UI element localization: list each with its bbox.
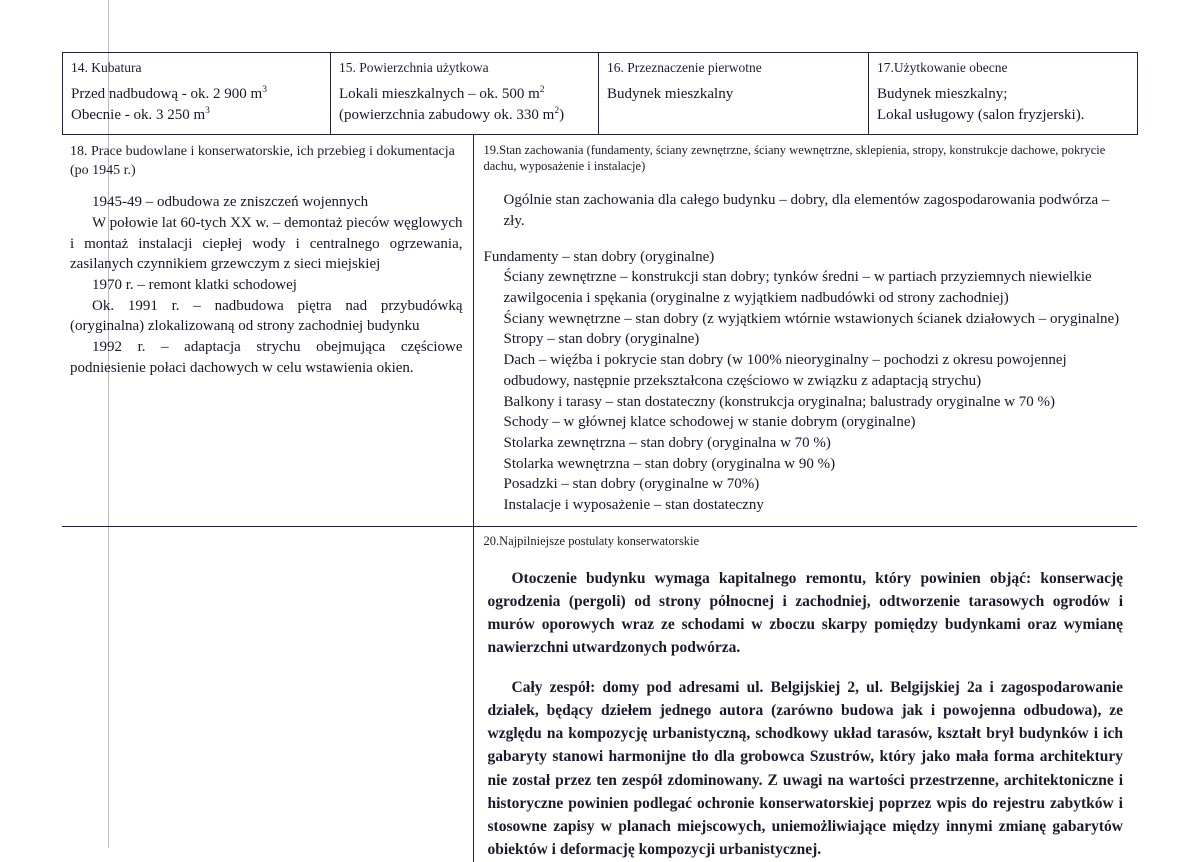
section-19-item-2: Ściany zewnętrzne – konstrukcji stan dobry; tynków średni – w partiach przyziemnych niewielkie zawilgocenia i spękania (oryginalne z wyjątkiem nadbudówki od strony zachodniej) — [503, 269, 1092, 307]
section-14-line-1 — [71, 84, 322, 105]
cell-section-20-left-blank — [62, 526, 473, 862]
section-19-item-8: Stolarka zewnętrzna – stan dobry (oryginalna w 70 %) — [503, 434, 831, 451]
section-15-line-1-text: Lokali mieszkalnych – ok. 500 m — [339, 86, 540, 103]
section-14-line-1-unit: m — [250, 86, 263, 103]
section-14-title: 14. Kubatura — [71, 60, 142, 75]
section-19-title: 19.Stan zachowania (fundamenty, ściany zewnętrzne, ściany wewnętrzne, sklepienia, stropy, konstrukcje dachowe, pokrycie dachu, wyposażenie i instalacje) — [483, 142, 1106, 174]
section-14-line-2-value: 3 250 — [155, 106, 190, 123]
section-15-line-2-end: ) — [559, 106, 565, 123]
section-19-item-6: Balkony i tarasy – stan dostateczny (konstrukcja oryginalna; balustrady oryginalne w 70 %) — [503, 393, 1056, 410]
section-14-line-2-sup: 3 — [205, 105, 210, 116]
section-19-item-1: Fundamenty – stan dobry (oryginalne) — [483, 248, 715, 265]
section-17-line-1: Budynek mieszkalny; — [877, 86, 1008, 103]
section-14-line-2-label: Obecnie - ok. — [71, 106, 153, 123]
section-19-item-10: Posadzki – stan dobry (oryginalne w 70%) — [503, 476, 760, 493]
section-19-item-4: Stropy – stan dobry (oryginalne) — [503, 331, 700, 348]
section-14-line-1-value: 2 900 — [213, 86, 247, 103]
cell-section-20 — [473, 526, 1137, 862]
section-19-item-9: Stolarka wewnętrzna – stan dobry (oryginalna w 90 %) — [503, 455, 836, 472]
cell-section-17 — [869, 53, 1138, 135]
section-18-paragraph-3: 1970 r. – remont klatki schodowej — [92, 277, 297, 294]
table-row — [62, 526, 1137, 862]
section-15-line-1 — [339, 84, 590, 105]
section-19-item-3: Ściany wewnętrzne – stan dobry (z wyjątkiem wtórnie wstawionych ścianek działowych – oryginalne) — [503, 310, 1120, 327]
section-14-line-1-sup: 3 — [262, 85, 267, 96]
section-19-item-11: Instalacje i wyposażenie – stan dostateczny — [503, 496, 764, 513]
table-sections-14-17 — [62, 52, 1138, 135]
section-14-line-1-label: Przed nadbudową - ok. — [71, 86, 210, 103]
table-row — [62, 135, 1137, 526]
section-20-title: 20.Najpilniejsze postulaty konserwatorskie — [483, 533, 700, 548]
document-body — [62, 52, 1137, 862]
cell-section-18 — [62, 135, 473, 526]
cell-section-15 — [331, 53, 599, 135]
table-row — [63, 53, 1138, 135]
cell-section-19 — [473, 135, 1137, 526]
section-15-line-1-sup: 2 — [539, 85, 545, 96]
section-20-paragraph-1: Otoczenie budynku wymaga kapitalnego remontu, który powinien objąć: konserwację ogrodzenia (pergoli) od strony północnej i zachodniej, odtworzenie tarasowych ogrodów i murów oporowych wraz ze schodami w zboczu skarpy pomiędzy budynkami oraz wymianę nawierzchni utwardzonych podwórza. — [487, 569, 1123, 657]
section-16-text: Budynek mieszkalny — [607, 86, 734, 103]
section-20-content — [474, 553, 1138, 862]
section-18-paragraph-4: Ok. 1991 r. – nadbudowa piętra nad przybudówką (oryginalna) zlokalizowaną od strony zachodniej budynku — [70, 297, 463, 335]
cell-section-14 — [63, 53, 331, 135]
section-19-item-5: Dach – więźba i pokrycie stan dobry (w 100% nieoryginalny – pochodzi z okresu powojennej odbudowy, następnie przekształcona częściowo w związku z adaptacją strychu) — [503, 352, 1067, 389]
section-15-title: 15. Powierzchnia użytkowa — [339, 60, 489, 75]
section-19-item-7: Schody – w głównej klatce schodowej w stanie dobrym (oryginalne) — [503, 414, 916, 431]
section-14-line-2 — [71, 105, 322, 126]
section-17-line-2: Lokal usługowy (salon fryzjerski). — [877, 106, 1085, 123]
section-15-line-2 — [339, 105, 590, 126]
section-19-intro: Ogólnie stan zachowania dla całego budynku – dobry, dla elementów zagospodarowania podwórza – zły. — [503, 192, 1110, 230]
table-section-20 — [62, 526, 1137, 862]
cell-section-16 — [599, 53, 869, 135]
section-14-line-2-unit: m — [193, 106, 206, 123]
section-18-paragraph-2: W połowie lat 60-tych XX w. – demontaż pieców węglowych i montaż instalacji ciepłej wody i centralnego ogrzewania, zasilanych czynnikiem grzewczym z sieci miejskiej — [70, 215, 463, 273]
table-sections-18-19 — [62, 135, 1137, 526]
section-16-title: 16. Przeznaczenie pierwotne — [607, 60, 762, 75]
section-15-line-2-sup: 2 — [554, 105, 560, 116]
section-17-title: 17.Użytkowanie obecne — [877, 60, 1008, 75]
section-15-line-2-text: (powierzchnia zabudowy ok. 330 m — [339, 106, 555, 123]
section-18-paragraph-5: 1992 r. – adaptacja strychu obejmująca częściowe podniesienie połaci dachowych w celu wstawienia okien. — [70, 339, 463, 376]
section-20-paragraph-2: Cały zespół: domy pod adresami ul. Belgijskiej 2, ul. Belgijskiej 2a i zagospodarowanie działek, będący dziełem jednego autora (zarówno budowa jak i powojenna odbudowa), ze względu na kompozycję urbanistyczną, schodkowy układ tarasów, kształt brył budynków i ich gabaryty stanowi harmonijne tło dla grobowca Szustrów, który jako mała forma architektury nie został przez ten zespół zdominowany. Z uwagi na wartości przestrzenne, architektoniczne i historyczne powinien podlegać ochronie konserwatorskiej poprzez wpis do rejestru zabytków i stosowne zapisy w planach miejscowych, uniemożliwiające między innymi zmianę gabarytów obiektów i deformację kompozycji urbanistycznej. — [487, 678, 1123, 859]
section-18-paragraph-1: 1945-49 – odbudowa ze zniszczeń wojennych — [92, 194, 369, 211]
section-18-title: 18. Prace budowlane i konserwatorskie, ich przebieg i dokumentacja (po 1945 r.) — [70, 143, 455, 179]
